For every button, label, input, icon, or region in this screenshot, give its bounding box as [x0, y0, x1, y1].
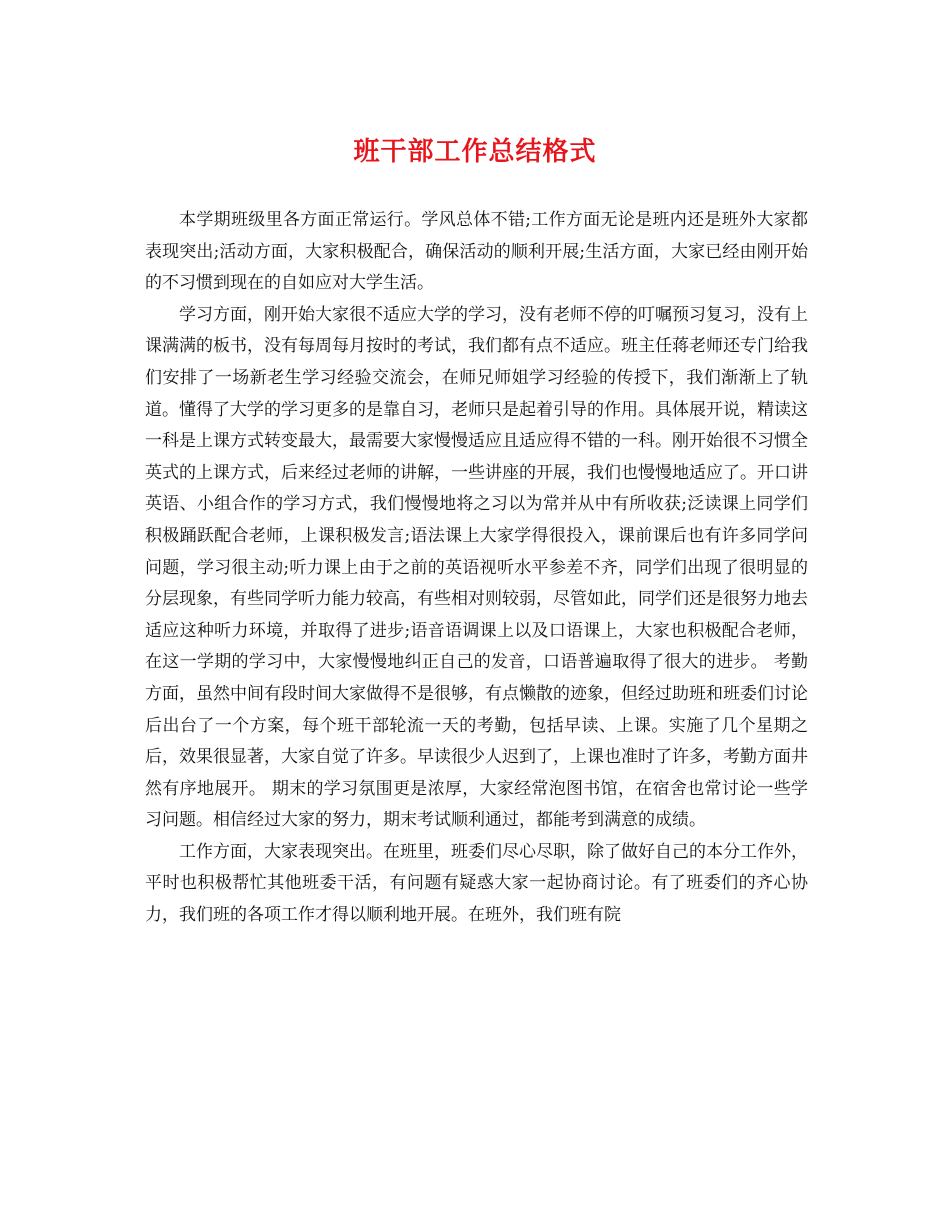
paragraph-work: 工作方面，大家表现突出。在班里，班委们尽心尽职，除了做好自己的本分工作外，平时也积极帮忙其他班委干活，有问题有疑惑大家一起协商讨论。有了班委们的齐心协力，我们班的各项工作才得以顺利地开展。在班外，我们班有院: [145, 841, 808, 926]
paragraph-intro: 本学期班级里各方面正常运行。学风总体不错;工作方面无论是班内还是班外大家都表现突出;活动方面，大家积极配合，确保活动的顺利开展;生活方面，大家已经由刚开始的不习惯到现在的自如应对大学生活。: [145, 210, 808, 294]
page-title: 班干部工作总结格式: [353, 137, 597, 167]
document-body: [145, 205, 808, 932]
paragraph-study: 学习方面，刚开始大家很不适应大学的学习，没有老师不停的叮嘱预习复习，没有上课满满的板书，没有每周每月按时的考试，我们都有点不适应。班主任蒋老师还专门给我们安排了一场新老生学习经验交流会，在师兄师姐学习经验的传授下，我们渐渐上了轨道。懂得了大学的学习更多的是靠自习，老师只是起着引导的作用。具体展开说，精读这一科是上课方式转变最大，最需要大家慢慢适应且适应得不错的一科。刚开始很不习惯全英式的上课方式，后来经过老师的讲解，一些讲座的开展，我们也慢慢地适应了。开口讲英语、小组合作的学习方式，我们慢慢地将之习以为常并从中有所收获;泛读课上同学们积极踊跃配合老师，上课积极发言;语法课上大家学得很投入，课前课后也有许多同学问问题，学习很主动;听力课上由于之前的英语视听水平参差不齐，同学们出现了很明显的分层现象，有些同学听力能力较高，有些相对则较弱，尽管如此，同学们还是很努力地去适应这种听力环境，并取得了进步;语音语调课上以及口语课上，大家也积极配合老师，在这一学期的学习中，大家慢慢地纠正自己的发音，口语普遍取得了很大的进步。 考勤方面，虽然中间有段时间大家做得不是很够，有点懒散的迹象，但经过助班和班委们讨论后出台了一个方案，每个班干部轮流一天的考勤，包括早读、上课。实施了几个星期之后，效果很显著，大家自觉了许多。早读很少人迟到了，上课也准时了许多，考勤方面井然有序地展开。 期末的学习氛围更是浓厚，大家经常泡图书馆，在宿舍也常讨论一些学习问题。相信经过大家的努力，期末考试顺利通过，都能考到满意的成绩。: [145, 304, 808, 831]
